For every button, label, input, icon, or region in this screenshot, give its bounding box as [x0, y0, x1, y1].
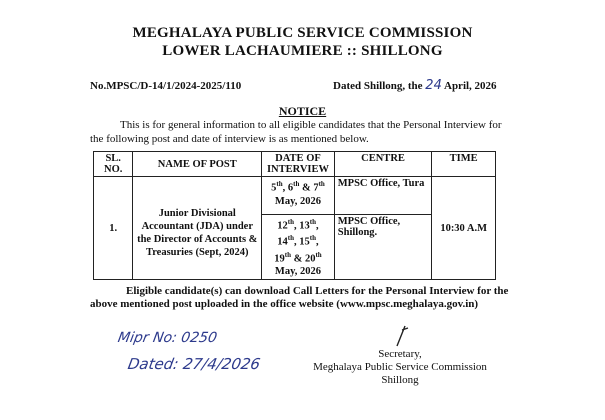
dated-day: 24 — [425, 78, 442, 93]
row-centre-shillong: MPSC Office, Shillong. — [334, 214, 432, 280]
handwritten-memo-number: Mipr No: 0250 — [116, 330, 219, 346]
date-day: 14 — [277, 236, 288, 248]
footer-note-line2: above mentioned post uploaded in the office website (www.mpsc.meghalaya.gov.in) — [90, 298, 479, 310]
date-sup: th — [287, 217, 295, 226]
notice-title: NOTICE — [278, 104, 327, 118]
row-post-name: Junior Divisional Accountant (JDA) under the Director of Accounts & Treasuries (Sept, 2024) — [133, 177, 262, 280]
date-month: May, 2026 — [274, 266, 322, 277]
header-time: TIME — [432, 152, 496, 177]
date-sup: th — [284, 250, 291, 259]
date-day: 5 — [271, 182, 277, 194]
signature-title: Secretary, — [378, 348, 422, 360]
handwritten-memo-date: Dated: 27/4/2026 — [126, 355, 262, 373]
footer-note-line1: Eligible candidate(s) can download Call Letters for the Personal Interview for the — [126, 285, 509, 297]
date-sup: th — [293, 180, 300, 188]
dated-prefix: Dated Shillong, the — [333, 80, 423, 92]
signature-block — [300, 348, 500, 387]
row-sl-no: 1. — [94, 177, 133, 280]
date-day: 7 — [313, 182, 319, 194]
date-sup: th — [287, 234, 295, 242]
header-post: NAME OF POST — [133, 152, 262, 177]
header-centre: CENTRE — [334, 152, 432, 177]
date-day: 6 — [287, 182, 294, 194]
date-day: 15 — [299, 236, 310, 248]
commission-name: MEGHALAYA PUBLIC SERVICE COMMISSION — [132, 25, 473, 41]
date-sup: th — [309, 234, 317, 242]
header-date: DATE OF INTERVIEW — [262, 152, 335, 177]
signature-mark — [393, 322, 411, 348]
reference-date — [333, 78, 497, 93]
table-row — [94, 177, 496, 215]
date-day: 13 — [299, 220, 310, 231]
date-day: 12 — [277, 220, 288, 231]
date-sup: th — [315, 250, 322, 259]
interview-schedule-table — [93, 151, 496, 280]
row-date-shillong: 12th, 13th, 14th, 15th, 19th & 20th May, 2026 — [262, 214, 335, 280]
row-date-tura: 5th, 6th & 7th May, 2026 — [262, 177, 335, 215]
header-sl-no: SL. NO. — [94, 152, 133, 177]
signature-org: Meghalaya Public Service Commission — [313, 361, 487, 373]
dated-suffix: April, 2026 — [444, 80, 497, 92]
row-time: 10:30 A.M — [432, 177, 496, 280]
row-centre-tura: MPSC Office, Tura — [334, 177, 432, 215]
table-header-row — [94, 152, 496, 177]
commission-address: LOWER LACHAUMIERE :: SHILLONG — [162, 43, 443, 59]
date-day: 19 — [274, 253, 285, 264]
date-sup: th — [309, 217, 317, 226]
date-month: May, 2026 — [274, 195, 322, 207]
notice-intro-line1: This is for general information to all eligible candidates that the Personal Interview for — [120, 119, 502, 131]
date-sup: th — [318, 180, 325, 188]
date-sup: th — [276, 180, 283, 188]
notice-intro-line2: the following post and date of interview is as mentioned below. — [90, 133, 369, 145]
reference-number: No.MPSC/D-14/1/2024-2025/110 — [90, 80, 242, 92]
date-day: 20 — [304, 253, 316, 264]
signature-place: Shillong — [381, 374, 419, 386]
